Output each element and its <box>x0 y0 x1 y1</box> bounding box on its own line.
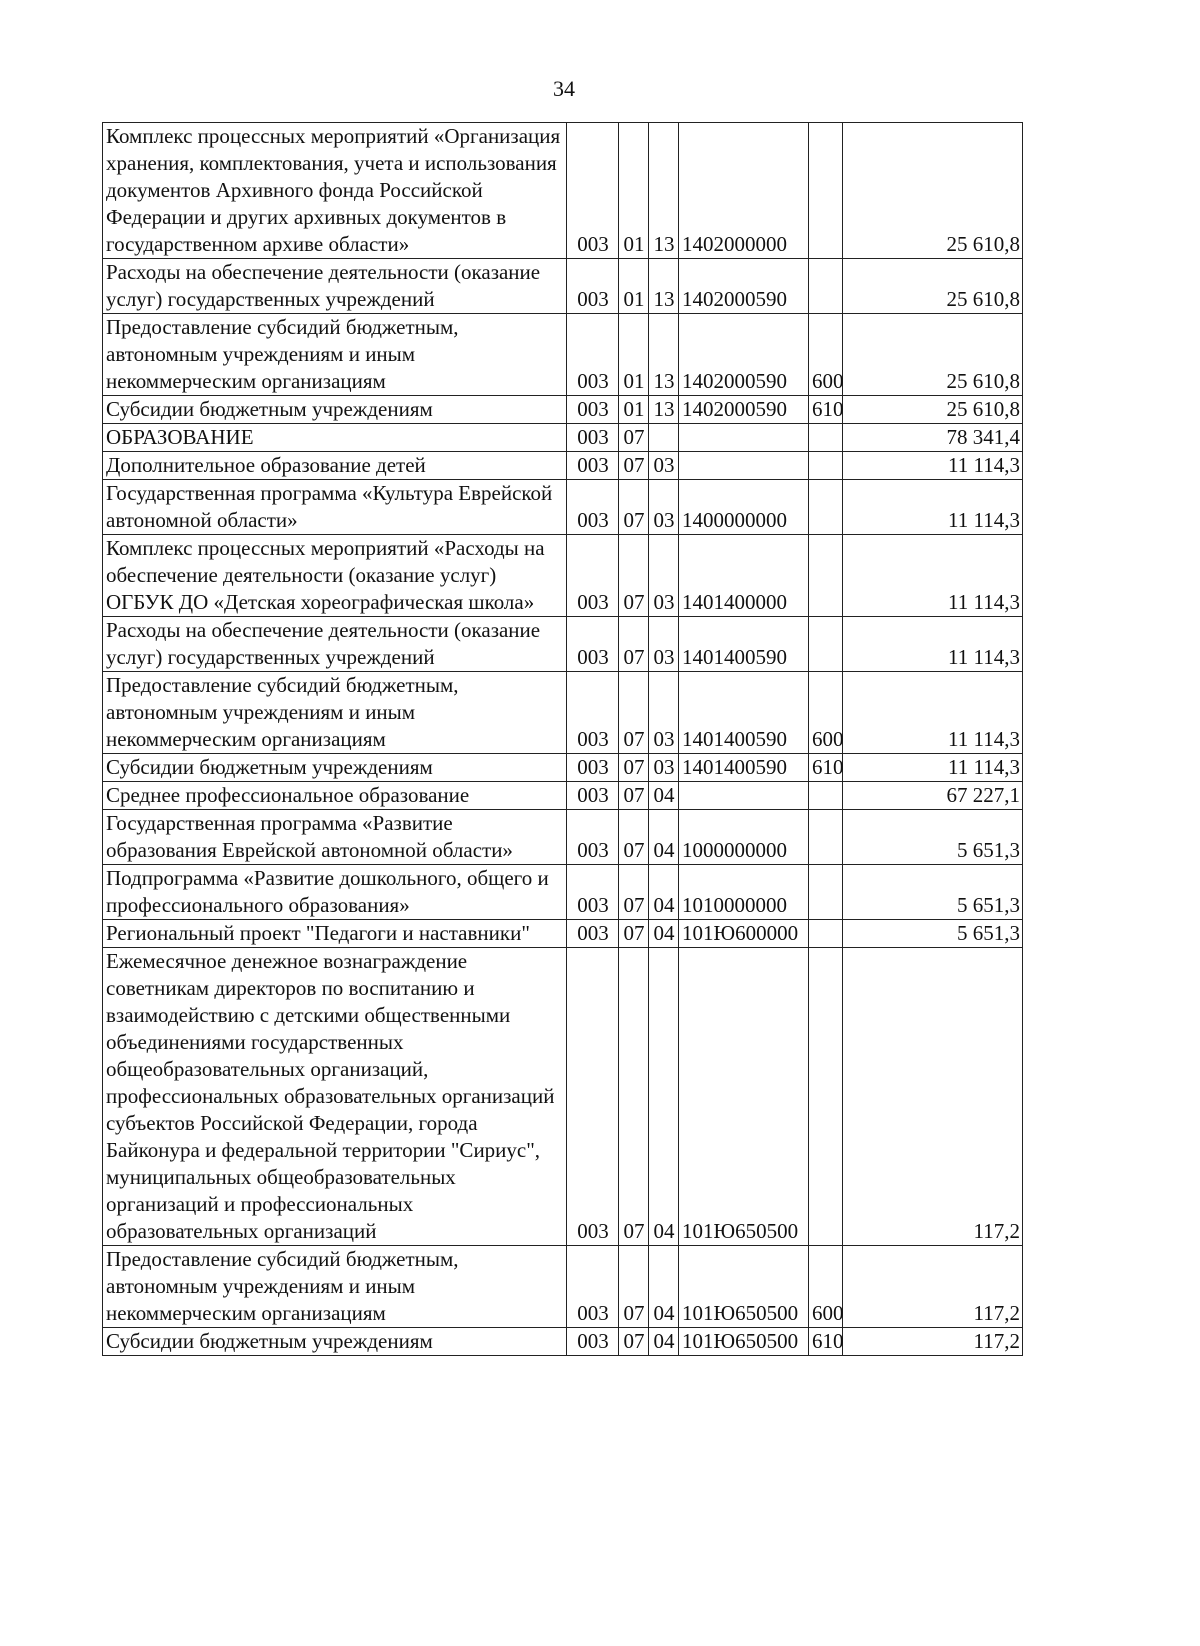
row-ved-cell: 003 <box>567 452 619 480</box>
row-vr-cell <box>809 259 843 314</box>
row-ved-cell: 003 <box>567 123 619 259</box>
row-csr-cell: 101Ю650500 <box>679 948 809 1246</box>
row-pr-cell <box>649 424 679 452</box>
row-ved-cell: 003 <box>567 1246 619 1328</box>
row-rz-cell: 07 <box>619 865 649 920</box>
row-pr-cell: 04 <box>649 1328 679 1356</box>
row-sum-cell: 11 114,3 <box>843 617 1023 672</box>
row-sum-cell: 117,2 <box>843 1328 1023 1356</box>
row-name-cell: Подпрограмма «Развитие дошкольного, общего и профессионального образования» <box>103 865 567 920</box>
row-vr-cell <box>809 123 843 259</box>
row-sum-cell: 25 610,8 <box>843 314 1023 396</box>
row-name-cell: Предоставление субсидий бюджетным, автономным учреждениям и иным некоммерческим организациям <box>103 314 567 396</box>
row-sum-cell: 11 114,3 <box>843 452 1023 480</box>
row-pr-cell: 04 <box>649 948 679 1246</box>
row-ved-cell: 003 <box>567 424 619 452</box>
row-rz-cell: 01 <box>619 396 649 424</box>
row-csr-cell: 1400000000 <box>679 480 809 535</box>
row-vr-cell <box>809 617 843 672</box>
row-vr-cell <box>809 920 843 948</box>
table-row <box>103 782 1023 810</box>
row-ved-cell: 003 <box>567 948 619 1246</box>
row-pr-cell: 04 <box>649 865 679 920</box>
row-ved-cell: 003 <box>567 1328 619 1356</box>
row-csr-cell: 1401400590 <box>679 754 809 782</box>
row-sum-cell: 5 651,3 <box>843 865 1023 920</box>
row-pr-cell: 04 <box>649 782 679 810</box>
row-rz-cell: 07 <box>619 920 649 948</box>
row-pr-cell: 13 <box>649 259 679 314</box>
row-sum-cell: 78 341,4 <box>843 424 1023 452</box>
row-rz-cell: 01 <box>619 123 649 259</box>
row-rz-cell: 07 <box>619 1328 649 1356</box>
row-rz-cell: 07 <box>619 782 649 810</box>
table-row <box>103 452 1023 480</box>
table-row <box>103 535 1023 617</box>
row-sum-cell: 5 651,3 <box>843 920 1023 948</box>
row-name-cell: Субсидии бюджетным учреждениям <box>103 1328 567 1356</box>
row-name-cell: Региональный проект "Педагоги и наставники" <box>103 920 567 948</box>
row-vr-cell <box>809 782 843 810</box>
row-pr-cell: 03 <box>649 617 679 672</box>
table-row <box>103 1328 1023 1356</box>
row-vr-cell: 610 <box>809 1328 843 1356</box>
row-sum-cell: 25 610,8 <box>843 259 1023 314</box>
row-name-cell: Государственная программа «Развитие образования Еврейской автономной области» <box>103 810 567 865</box>
table-row <box>103 617 1023 672</box>
row-vr-cell <box>809 810 843 865</box>
row-csr-cell: 1401400590 <box>679 672 809 754</box>
row-vr-cell: 600 <box>809 672 843 754</box>
row-ved-cell: 003 <box>567 810 619 865</box>
row-csr-cell: 1402000000 <box>679 123 809 259</box>
row-name-cell: Государственная программа «Культура Еврейской автономной области» <box>103 480 567 535</box>
row-vr-cell <box>809 452 843 480</box>
row-ved-cell: 003 <box>567 865 619 920</box>
row-csr-cell: 1010000000 <box>679 865 809 920</box>
row-ved-cell: 003 <box>567 920 619 948</box>
table-row <box>103 810 1023 865</box>
row-rz-cell: 07 <box>619 1246 649 1328</box>
row-name-cell: Субсидии бюджетным учреждениям <box>103 754 567 782</box>
row-rz-cell: 07 <box>619 672 649 754</box>
row-csr-cell: 101Ю650500 <box>679 1328 809 1356</box>
table-row <box>103 754 1023 782</box>
table-row <box>103 396 1023 424</box>
row-rz-cell: 07 <box>619 754 649 782</box>
row-csr-cell: 1402000590 <box>679 396 809 424</box>
row-sum-cell: 25 610,8 <box>843 396 1023 424</box>
row-pr-cell: 03 <box>649 535 679 617</box>
row-vr-cell <box>809 424 843 452</box>
row-rz-cell: 07 <box>619 452 649 480</box>
row-rz-cell: 07 <box>619 948 649 1246</box>
row-rz-cell: 07 <box>619 424 649 452</box>
table-row <box>103 1246 1023 1328</box>
row-sum-cell: 11 114,3 <box>843 535 1023 617</box>
table-body <box>103 123 1023 1356</box>
table-row <box>103 424 1023 452</box>
row-csr-cell: 1000000000 <box>679 810 809 865</box>
row-sum-cell: 5 651,3 <box>843 810 1023 865</box>
row-vr-cell <box>809 535 843 617</box>
row-rz-cell: 01 <box>619 259 649 314</box>
row-ved-cell: 003 <box>567 782 619 810</box>
row-sum-cell: 11 114,3 <box>843 754 1023 782</box>
row-ved-cell: 003 <box>567 535 619 617</box>
row-sum-cell: 117,2 <box>843 1246 1023 1328</box>
row-vr-cell <box>809 480 843 535</box>
row-name-cell: Субсидии бюджетным учреждениям <box>103 396 567 424</box>
row-csr-cell: 1401400590 <box>679 617 809 672</box>
row-pr-cell: 04 <box>649 1246 679 1328</box>
row-name-cell: Ежемесячное денежное вознаграждение советникам директоров по воспитанию и взаимодействию с детскими общественными объединениями государственных общеобразовательных организаций, профессиональных образовательных организаций субъектов Российской Федерации, города Байконура и федеральной территории "Сириус", муниципальных общеобразовательных организаций и профессиональных образовательных организаций <box>103 948 567 1246</box>
row-sum-cell: 117,2 <box>843 948 1023 1246</box>
table-row <box>103 920 1023 948</box>
row-pr-cell: 13 <box>649 314 679 396</box>
row-name-cell: ОБРАЗОВАНИЕ <box>103 424 567 452</box>
row-name-cell: Дополнительное образование детей <box>103 452 567 480</box>
row-rz-cell: 07 <box>619 617 649 672</box>
row-name-cell: Расходы на обеспечение деятельности (оказание услуг) государственных учреждений <box>103 617 567 672</box>
row-name-cell: Расходы на обеспечение деятельности (оказание услуг) государственных учреждений <box>103 259 567 314</box>
row-csr-cell <box>679 424 809 452</box>
row-csr-cell: 101Ю600000 <box>679 920 809 948</box>
row-csr-cell: 1402000590 <box>679 259 809 314</box>
row-ved-cell: 003 <box>567 617 619 672</box>
row-pr-cell: 13 <box>649 396 679 424</box>
row-csr-cell: 101Ю650500 <box>679 1246 809 1328</box>
row-rz-cell: 07 <box>619 535 649 617</box>
row-ved-cell: 003 <box>567 754 619 782</box>
row-ved-cell: 003 <box>567 314 619 396</box>
row-sum-cell: 11 114,3 <box>843 672 1023 754</box>
row-csr-cell <box>679 452 809 480</box>
row-name-cell: Предоставление субсидий бюджетным, автономным учреждениям и иным некоммерческим организациям <box>103 672 567 754</box>
row-rz-cell: 07 <box>619 810 649 865</box>
table-row <box>103 123 1023 259</box>
row-vr-cell: 600 <box>809 1246 843 1328</box>
row-csr-cell: 1402000590 <box>679 314 809 396</box>
row-csr-cell: 1401400000 <box>679 535 809 617</box>
table-row <box>103 865 1023 920</box>
table-row <box>103 672 1023 754</box>
table-row <box>103 314 1023 396</box>
row-sum-cell: 25 610,8 <box>843 123 1023 259</box>
row-pr-cell: 03 <box>649 672 679 754</box>
row-vr-cell: 610 <box>809 754 843 782</box>
row-pr-cell: 03 <box>649 452 679 480</box>
budget-table <box>102 122 1023 1356</box>
row-ved-cell: 003 <box>567 480 619 535</box>
row-ved-cell: 003 <box>567 672 619 754</box>
row-pr-cell: 04 <box>649 920 679 948</box>
row-ved-cell: 003 <box>567 396 619 424</box>
row-vr-cell <box>809 865 843 920</box>
row-sum-cell: 11 114,3 <box>843 480 1023 535</box>
row-name-cell: Предоставление субсидий бюджетным, автономным учреждениям и иным некоммерческим организациям <box>103 1246 567 1328</box>
row-pr-cell: 03 <box>649 754 679 782</box>
table-row <box>103 259 1023 314</box>
row-vr-cell: 610 <box>809 396 843 424</box>
row-pr-cell: 13 <box>649 123 679 259</box>
row-pr-cell: 04 <box>649 810 679 865</box>
row-csr-cell <box>679 782 809 810</box>
row-name-cell: Комплекс процессных мероприятий «Расходы на обеспечение деятельности (оказание услуг) ОГБУК ДО «Детская хореографическая школа» <box>103 535 567 617</box>
row-vr-cell <box>809 948 843 1246</box>
row-name-cell: Комплекс процессных мероприятий «Организация хранения, комплектования, учета и использования документов Архивного фонда Российской Федерации и других архивных документов в государственном архиве области» <box>103 123 567 259</box>
row-rz-cell: 01 <box>619 314 649 396</box>
row-ved-cell: 003 <box>567 259 619 314</box>
row-vr-cell: 600 <box>809 314 843 396</box>
table-row <box>103 480 1023 535</box>
table-row <box>103 948 1023 1246</box>
row-sum-cell: 67 227,1 <box>843 782 1023 810</box>
row-name-cell: Среднее профессиональное образование <box>103 782 567 810</box>
page-number: 34 <box>553 76 575 101</box>
row-pr-cell: 03 <box>649 480 679 535</box>
row-rz-cell: 07 <box>619 480 649 535</box>
